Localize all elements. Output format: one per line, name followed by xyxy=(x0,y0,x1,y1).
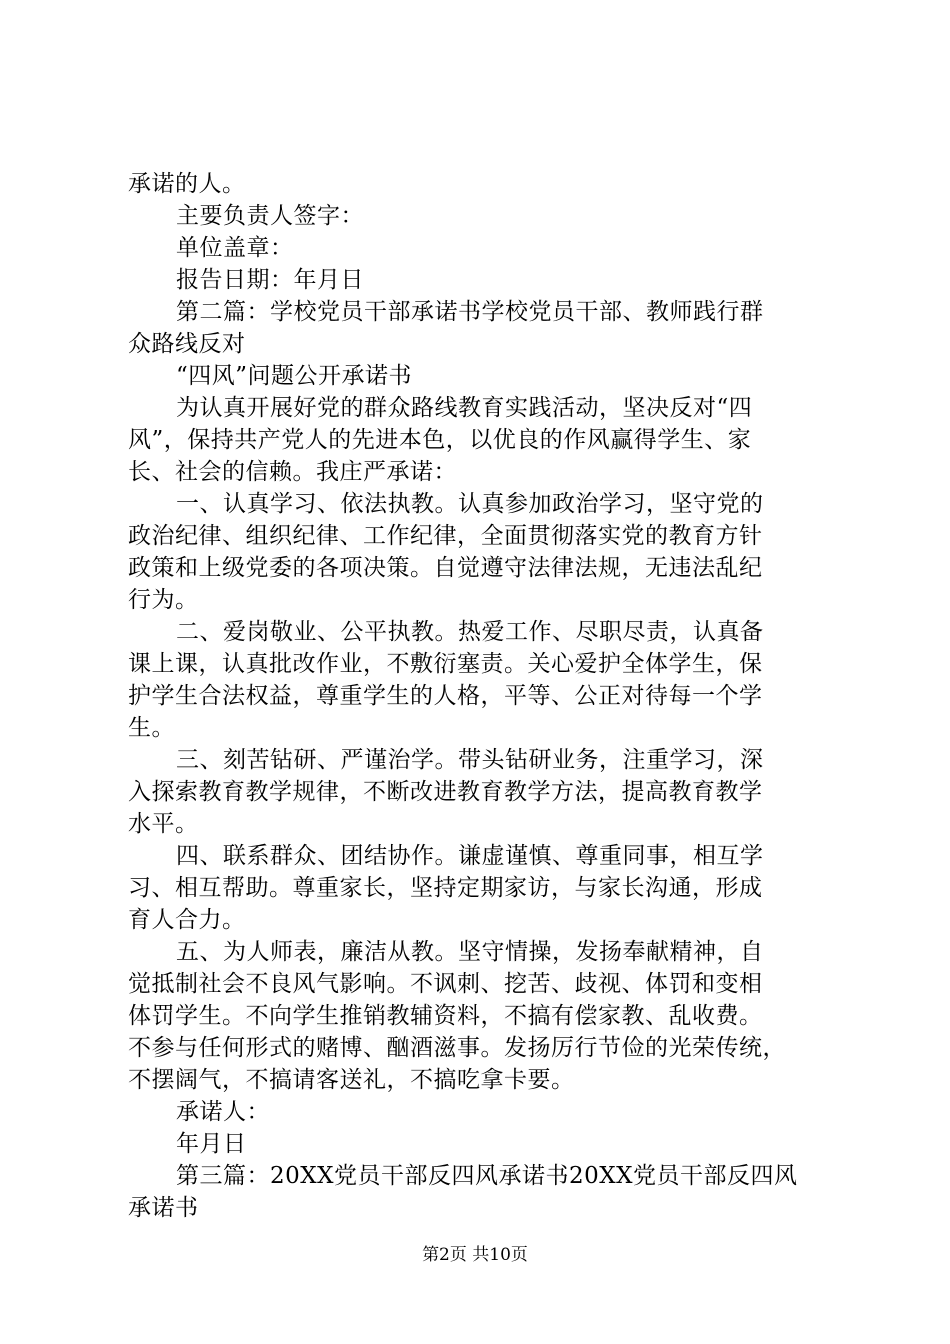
text-line: 单位盖章： xyxy=(176,235,294,261)
text-line: 五、为人师表，廉洁从教。坚守情操，发扬奉献精神，自 xyxy=(176,939,764,965)
text-line: “四风”问题公开承诺书 xyxy=(176,363,413,389)
text-line: 体罚学生。不向学生推销教辅资料，不搞有偿家教、乱收费。 xyxy=(128,1003,763,1029)
text-line: 觉抵制社会不良风气影响。不讽刺、挖苦、歧视、体罚和变相 xyxy=(128,971,763,997)
text-line: 护学生合法权益，尊重学生的人格，平等、公正对待每一个学 xyxy=(128,683,763,709)
text-line: 二、爱岗敬业、公平执教。热爱工作、尽职尽责，认真备 xyxy=(176,619,764,645)
text-line: 水平。 xyxy=(128,811,199,837)
text-line: 承诺人： xyxy=(176,1099,270,1125)
text-line: 长、社会的信赖。我庄严承诺： xyxy=(128,459,457,485)
text-line: 不参与任何形式的赌博、酗酒滋事。发扬厉行节俭的光荣传统， xyxy=(128,1035,786,1061)
text-line: 四、联系群众、团结协作。谦虚谨慎、尊重同事，相互学 xyxy=(176,843,764,869)
text-line: 主要负责人签字： xyxy=(176,203,364,229)
text-line: 习、相互帮助。尊重家长，坚持定期家访，与家长沟通，形成 xyxy=(128,875,763,901)
text-line: 报告日期：年月日 xyxy=(176,267,364,293)
text-line: 生。 xyxy=(128,715,175,741)
text-line: 政治纪律、组织纪律、工作纪律，全面贯彻落实党的教育方针 xyxy=(128,523,763,549)
text-line: 年月日 xyxy=(176,1131,247,1157)
text-line: 第二篇：学校党员干部承诺书学校党员干部、教师践行群 xyxy=(176,299,764,325)
document-body xyxy=(128,168,832,1224)
text-line: 众路线反对 xyxy=(128,331,246,357)
text-line: 三、刻苦钻研、严谨治学。带头钻研业务，注重学习，深 xyxy=(176,747,764,773)
page-footer: 第2页 共10页 xyxy=(422,1245,528,1265)
text-line: 入探索教育教学规律，不断改进教育教学方法，提高教育教学 xyxy=(128,779,763,805)
text-line: 为认真开展好党的群众路线教育实践活动，坚决反对“四 xyxy=(176,395,753,421)
text-line: 一、认真学习、依法执教。认真参加政治学习，坚守党的 xyxy=(176,491,764,517)
text-line: 风”，保持共产党人的先进本色，以优良的作风赢得学生、家 xyxy=(128,427,752,453)
text-line: 育人合力。 xyxy=(128,907,246,933)
text-line: 不摆阔气，不搞请客送礼，不搞吃拿卡要。 xyxy=(128,1067,575,1093)
text-line: 课上课，认真批改作业，不敷衍塞责。关心爱护全体学生，保 xyxy=(128,651,763,677)
text-line: 承诺书 xyxy=(128,1195,199,1221)
text-line: 行为。 xyxy=(128,587,199,613)
text-line: 政策和上级党委的各项决策。自觉遵守法律法规，无违法乱纪 xyxy=(128,555,763,581)
text-line: 承诺的人。 xyxy=(128,171,246,197)
text-line: 第三篇：20XX党员干部反四风承诺书20XX党员干部反四风 xyxy=(176,1163,798,1189)
